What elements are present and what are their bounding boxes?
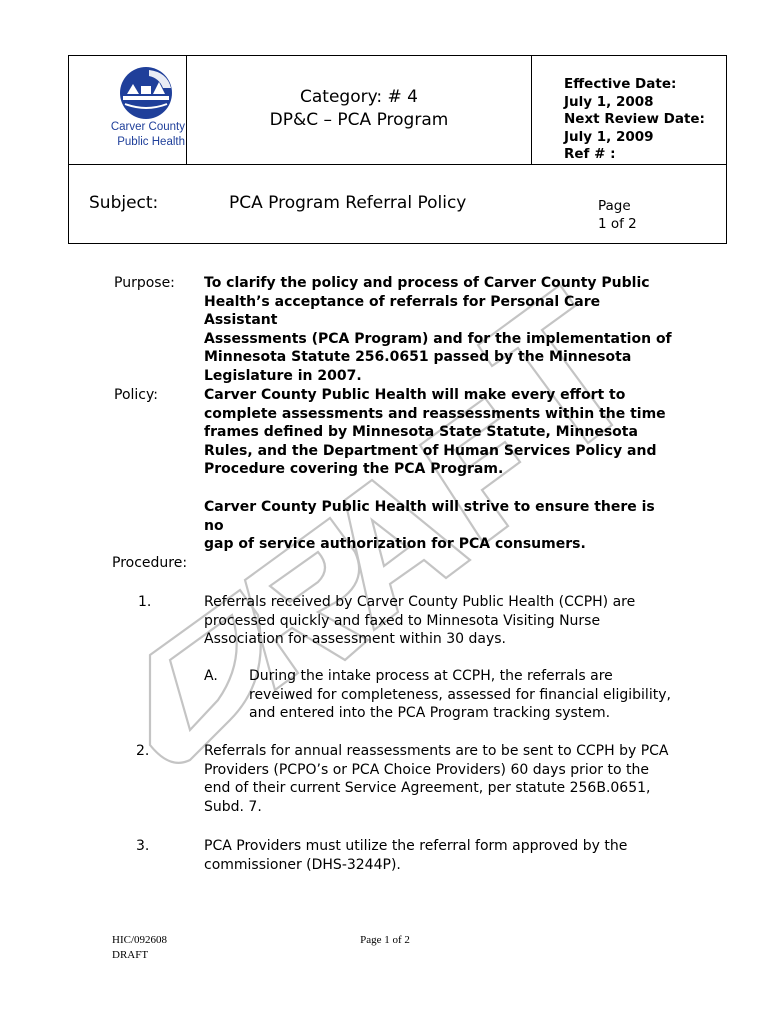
policy-text (204, 386, 674, 479)
policy-line: Procedure covering the PCA Program. (204, 461, 504, 477)
item-3-text (204, 837, 684, 874)
purpose-line: Assessments (PCA Program) and for the implementation of (204, 330, 672, 347)
purpose-text (204, 274, 674, 385)
footer-code (112, 933, 167, 963)
policy-label: Policy: (114, 387, 158, 403)
category-program: DP&C – PCA Program (269, 110, 449, 130)
policy-text-2 (204, 498, 674, 554)
item-2-line: end of their current Service Agreement, per statute 256B.0651, (204, 780, 651, 796)
policy2-line: gap of service authorization for PCA consumers. (204, 536, 586, 552)
item-a-line: reveiwed for completeness, assessed for financial eligibility, (249, 686, 671, 703)
footer-status: DRAFT (112, 949, 149, 961)
effective-date: July 1, 2008 (564, 93, 654, 110)
page-label: Page (598, 198, 631, 214)
procedure-label: Procedure: (112, 555, 188, 571)
logo-line2: Public Health (117, 136, 185, 148)
next-review-label: Next Review Date: (564, 111, 705, 127)
footer-code-text: HIC/092608 (112, 934, 167, 946)
category-block (187, 86, 531, 132)
purpose-label: Purpose: (114, 275, 175, 291)
next-review-date: July 1, 2009 (564, 128, 654, 145)
item-a-letter: A. (204, 668, 218, 684)
item-1-line: Referrals received by Carver County Public Health (CCPH) are (204, 594, 636, 610)
item-a-line: During the intake process at CCPH, the referrals are (249, 668, 613, 684)
header-divider (69, 164, 726, 165)
item-3-line: commissioner (DHS-3244P). (204, 856, 401, 873)
item-3-number: 3. (136, 838, 150, 854)
item-a-line: and entered into the PCA Program tracking system. (249, 705, 611, 721)
item-3-line: PCA Providers must utilize the referral form approved by the (204, 838, 628, 854)
purpose-line: Minnesota Statute 256.0651 passed by the Minnesota (204, 349, 632, 365)
item-1-text (204, 593, 684, 649)
item-2-line: Referrals for annual reassessments are to be sent to CCPH by PCA (204, 743, 669, 759)
page-info (598, 198, 637, 233)
item-2-text (204, 742, 704, 816)
purpose-line: Health’s acceptance of referrals for Personal Care Assistant (204, 293, 601, 328)
effective-date-label: Effective Date: (564, 76, 677, 92)
page-value: 1 of 2 (598, 215, 637, 232)
purpose-line: Legislature in 2007. (204, 367, 362, 384)
subject-label: Subject: (89, 193, 159, 213)
logo-line1: Carver County (110, 121, 185, 133)
item-1-number: 1. (138, 594, 152, 610)
policy-line: frames defined by Minnesota State Statute, Minnesota (204, 424, 638, 440)
ref-label: Ref # : (564, 146, 616, 162)
item-1-line: processed quickly and faxed to Minnesota Visiting Nurse (204, 612, 601, 629)
item-2-line: Providers (PCPO’s or PCA Choice Providers) 60 days prior to the (204, 761, 649, 778)
item-2-line: Subd. 7. (204, 798, 262, 815)
item-a-text (249, 667, 689, 723)
header-table (68, 55, 727, 244)
dates-divider (531, 56, 532, 164)
dates-block (564, 76, 705, 164)
policy-line: Rules, and the Department of Human Services Policy and (204, 442, 657, 459)
carver-county-logo-icon (119, 66, 174, 121)
policy2-line: Carver County Public Health will strive to ensure there is no (204, 499, 655, 534)
logo-text (81, 120, 185, 150)
item-2-number: 2. (136, 743, 150, 759)
policy-line: complete assessments and reassessments within the time (204, 405, 666, 422)
purpose-line: To clarify the policy and process of Carver County Public (204, 275, 650, 291)
subject-title: PCA Program Referral Policy (229, 193, 467, 213)
item-1-line: Association for assessment within 30 days. (204, 631, 506, 647)
footer-page: Page 1 of 2 (360, 934, 410, 946)
policy-line: Carver County Public Health will make every effort to (204, 387, 626, 403)
category-number: Category: # 4 (299, 87, 418, 107)
